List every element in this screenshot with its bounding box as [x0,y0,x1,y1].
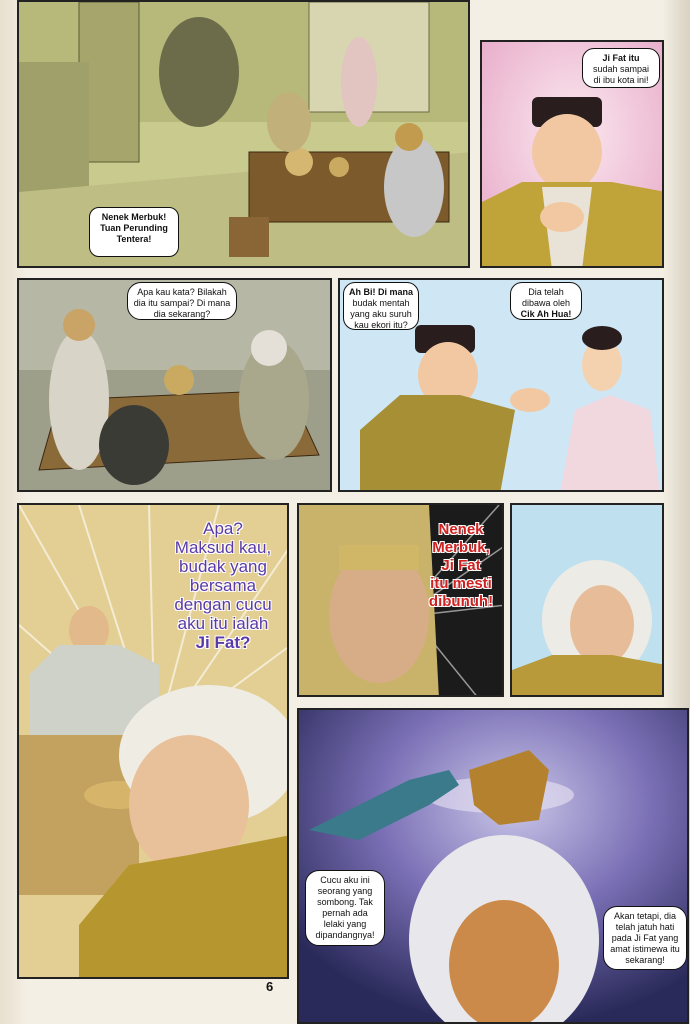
bubble-line [588,53,654,64]
panel-8-battle-memory [297,708,689,1024]
bubble-line: Nenek Merbuk! [101,212,167,222]
panel-7-art [512,505,664,697]
shout-line: Nenek [438,521,484,538]
bubble-line: Tuan Perunding [100,223,168,233]
panel-2-servant-portrait [480,40,664,268]
shout-line: Apa? [203,519,243,538]
page-number: 6 [266,979,274,994]
panel-6-shout [417,521,504,611]
panel-3-bubble [127,282,237,320]
shout-line: aku itu ialah [177,614,269,633]
bubble-line: Tentera! [116,234,152,244]
panel-1-bubble [89,207,179,257]
bubble-bold: Ji Fat itu [602,53,640,63]
bubble-line: kau ekori itu? [354,320,408,330]
bubble-line: telah jatuh hati [615,922,675,932]
shout-line: dibunuh! [428,593,494,610]
bubble-line: dipandangnya! [315,930,375,940]
bubble-line: pada Ji Fat yang [611,933,679,943]
bubble-bold: Ah Bi! Di mana [349,287,414,297]
bubble-line: sekarang! [625,955,665,965]
bubble-line: pernah ada [322,908,368,918]
shout-line: Ji Fat [441,557,481,574]
bubble-line: sudah sampai [592,64,650,74]
bubble-bold: Cik Ah Hua! [520,309,572,319]
bubble-line: di ibu kota ini! [593,75,649,85]
panel-4-servant-and-girl [338,278,664,492]
bubble-line: Akan tetapi, dia [613,911,677,921]
panel-6-general-closeup [297,503,504,697]
bubble-line: dia itu sampai? Di mana [133,298,231,308]
panel-5-shout [157,519,289,652]
bubble-line [516,309,576,320]
bubble-line: amat istimewa itu [610,944,680,954]
bubble-line: yang aku suruh [350,309,412,319]
panel-1-art [19,2,470,268]
panel-3-table-conversation [17,278,332,492]
panel-4-bubble-left [343,282,419,330]
bubble-line [349,287,413,298]
shout-line: bersama [189,576,257,595]
shout-line: budak yang [179,557,267,576]
panel-1-dining-room [17,0,470,268]
shout-line [157,633,289,652]
bubble-line: sombong. Tak [317,897,373,907]
bubble-line: Dia telah [528,287,564,297]
shout-line: Maksud kau, [174,538,272,557]
bubble-line: budak mentah [352,298,410,308]
shout-line: dengan cucu [174,595,272,614]
panel-8-bubble-right [603,906,687,970]
bubble-line: lelaki yang [323,919,367,929]
panel-4-bubble-right [510,282,582,320]
panel-8-art [299,710,689,1024]
panel-2-bubble [582,48,660,88]
bubble-line: Apa kau kata? Bilakah [137,287,227,297]
bubble-line: Cucu aku ini [320,875,370,885]
panel-8-bubble-left [305,870,385,946]
panel-7-old-woman-profile [510,503,664,697]
shout-bold: Ji Fat? [195,633,251,652]
shout-line: Merbuk, [432,539,490,556]
bubble-line: seorang yang [317,886,373,896]
bubble-line: dibawa oleh [521,298,571,308]
shout-line: itu mesti [430,575,492,592]
bubble-line: dia sekarang? [153,309,211,319]
panel-5-old-woman-shock [17,503,289,979]
